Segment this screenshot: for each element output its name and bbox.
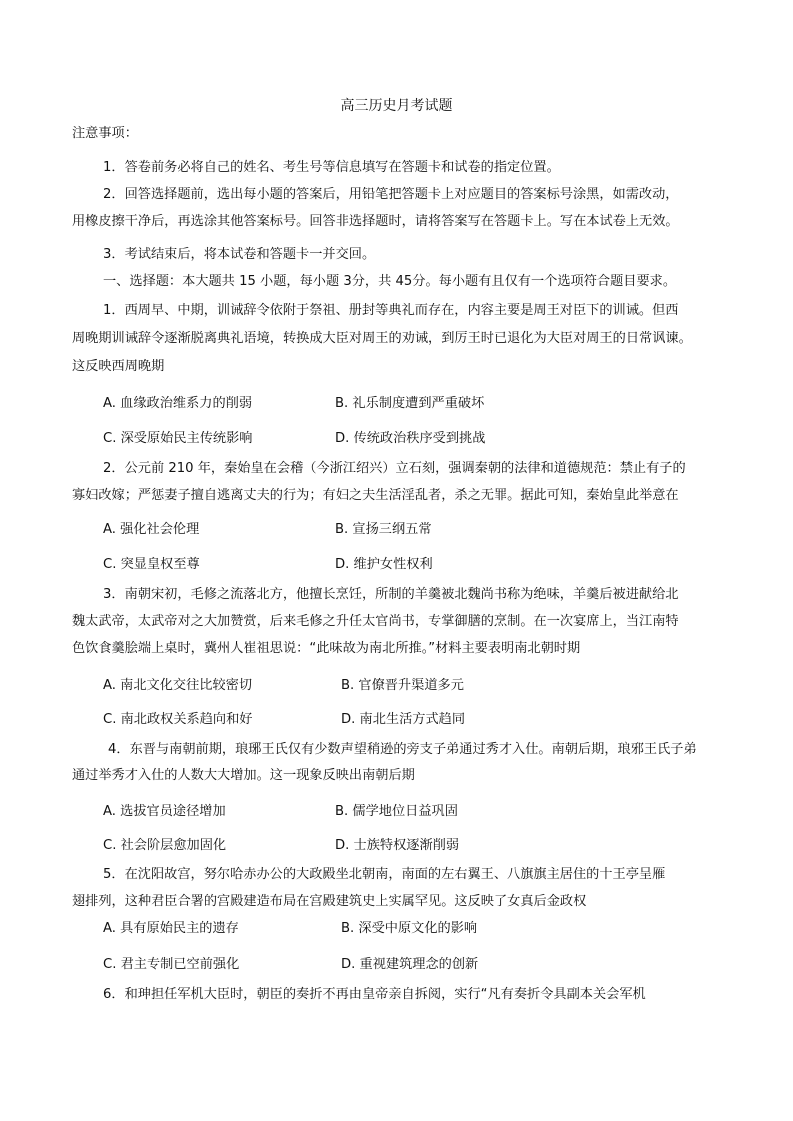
question-5-option-c: C. 君主专制已空前强化 xyxy=(103,957,240,972)
question-4-option-a: A. 选拔官员途径增加 xyxy=(103,804,226,819)
notice-header: 注意事项： xyxy=(72,126,138,141)
notice-2: 2．回答选择题前，选出每小题的答案后，用铅笔把答题卡上对应题目的答案标号涂黑，如需改动， xyxy=(103,187,679,202)
question-3-line-1: 3．南朝宋初，毛修之流落北方，他擅长烹饪，所制的羊羹被北魏尚书称为绝味，羊羹后被进献给北 xyxy=(103,587,679,602)
question-4-line-2: 通过举秀才入仕的人数大大增加。这一现象反映出南朝后期 xyxy=(72,768,415,783)
question-3-line-3: 色饮食羹脍端上桌时，冀州人崔祖思说：“此味故为南北所推。”材料主要表明南北朝时期 xyxy=(72,641,581,656)
question-1-option-a: A. 血缘政治维系力的削弱 xyxy=(103,396,253,411)
question-1-option-d: D. 传统政治秩序受到挑战 xyxy=(335,431,486,446)
notice-3: 3．考试结束后，将本试卷和答题卡一并交回。 xyxy=(103,247,376,262)
question-5-line-1: 5．在沈阳故宫，努尔哈赤办公的大政殿坐北朝南，南面的左右翼王、八旗旗主居住的十王亭呈雁 xyxy=(103,867,666,882)
question-2-option-d: D. 维护女性权利 xyxy=(335,557,433,572)
section-header: 一、选择题：本大题共 15 小题，每小题 3分，共 45分。每小题有且仅有一个选项符合题目要求。 xyxy=(103,274,677,289)
question-4-line-1: 4．东晋与南朝前期，琅琊王氏仅有少数声望稍逊的旁支子弟通过秀才入仕。南朝后期，琅邪王氏子弟 xyxy=(108,742,697,757)
question-2-option-b: B. 宣扬三纲五常 xyxy=(335,522,432,537)
question-3-option-b: B. 官僚晋升渠道多元 xyxy=(341,678,464,693)
question-1-line-2: 周晚期训诫辞令逐渐脱离典礼语境，转换成大臣对周王的劝诫，到厉王时已退化为大臣对周王的日常讽谏。 xyxy=(72,331,692,346)
page-title: 高三历史月考试题 xyxy=(340,98,453,114)
question-3-option-a: A. 南北文化交往比较密切 xyxy=(103,678,253,693)
question-2-line-2: 寡妇改嫁；严惩妻子擅自逃离丈夫的行为；有妇之夫生活淫乱者，杀之无罪。据此可知，秦始皇此举意在 xyxy=(72,488,679,503)
question-5-option-d: D. 重视建筑理念的创新 xyxy=(341,957,479,972)
question-1-line-3: 这反映西周晚期 xyxy=(72,359,165,374)
question-2-option-c: C. 突显皇权至尊 xyxy=(103,557,200,572)
question-1-line-1: 1．西周早、中期，训诫辞令依附于祭祖、册封等典礼而存在，内容主要是周王对臣下的训诫。但西 xyxy=(103,303,679,318)
question-1-option-b: B. 礼乐制度遭到严重破坏 xyxy=(335,396,485,411)
notice-1: 1．答卷前务必将自己的姓名、考生号等信息填写在答题卡和试卷的指定位置。 xyxy=(103,160,560,175)
question-5-line-2: 翅排列，这种君臣合署的宫殿建造布局在宫殿建筑史上实属罕见。这反映了女真后金政权 xyxy=(72,894,587,909)
question-2-option-a: A. 强化社会伦理 xyxy=(103,522,200,537)
question-4-option-b: B. 儒学地位日益巩固 xyxy=(335,804,458,819)
question-6-line-1: 6．和珅担任军机大臣时，朝臣的奏折不再由皇帝亲自拆阅，实行“凡有奏折令具副本关会军机 xyxy=(103,987,646,1002)
question-4-option-c: C. 社会阶层愈加固化 xyxy=(103,838,227,853)
question-2-line-1: 2．公元前 210 年，秦始皇在会稽（今浙江绍兴）立石刻，强调秦朝的法律和道德规范：禁止有子的 xyxy=(103,461,686,476)
question-4-option-d: D. 士族特权逐渐削弱 xyxy=(335,838,460,853)
question-1-option-c: C. 深受原始民主传统影响 xyxy=(103,431,253,446)
question-3-option-d: D. 南北生活方式趋同 xyxy=(341,712,466,727)
notice-2-cont: 用橡皮擦干净后，再选涂其他答案标号。回答非选择题时，请将答案写在答题卡上。写在本试卷上无效。 xyxy=(72,214,679,229)
question-5-option-b: B. 深受中原文化的影响 xyxy=(341,921,478,936)
question-5-option-a: A. 具有原始民主的遗存 xyxy=(103,921,239,936)
question-3-option-c: C. 南北政权关系趋向和好 xyxy=(103,712,253,727)
question-3-line-2: 魏太武帝，太武帝对之大加赞赏，后来毛修之升任太官尚书，专掌御膳的烹制。在一次宴席上，当江南特 xyxy=(72,614,679,629)
